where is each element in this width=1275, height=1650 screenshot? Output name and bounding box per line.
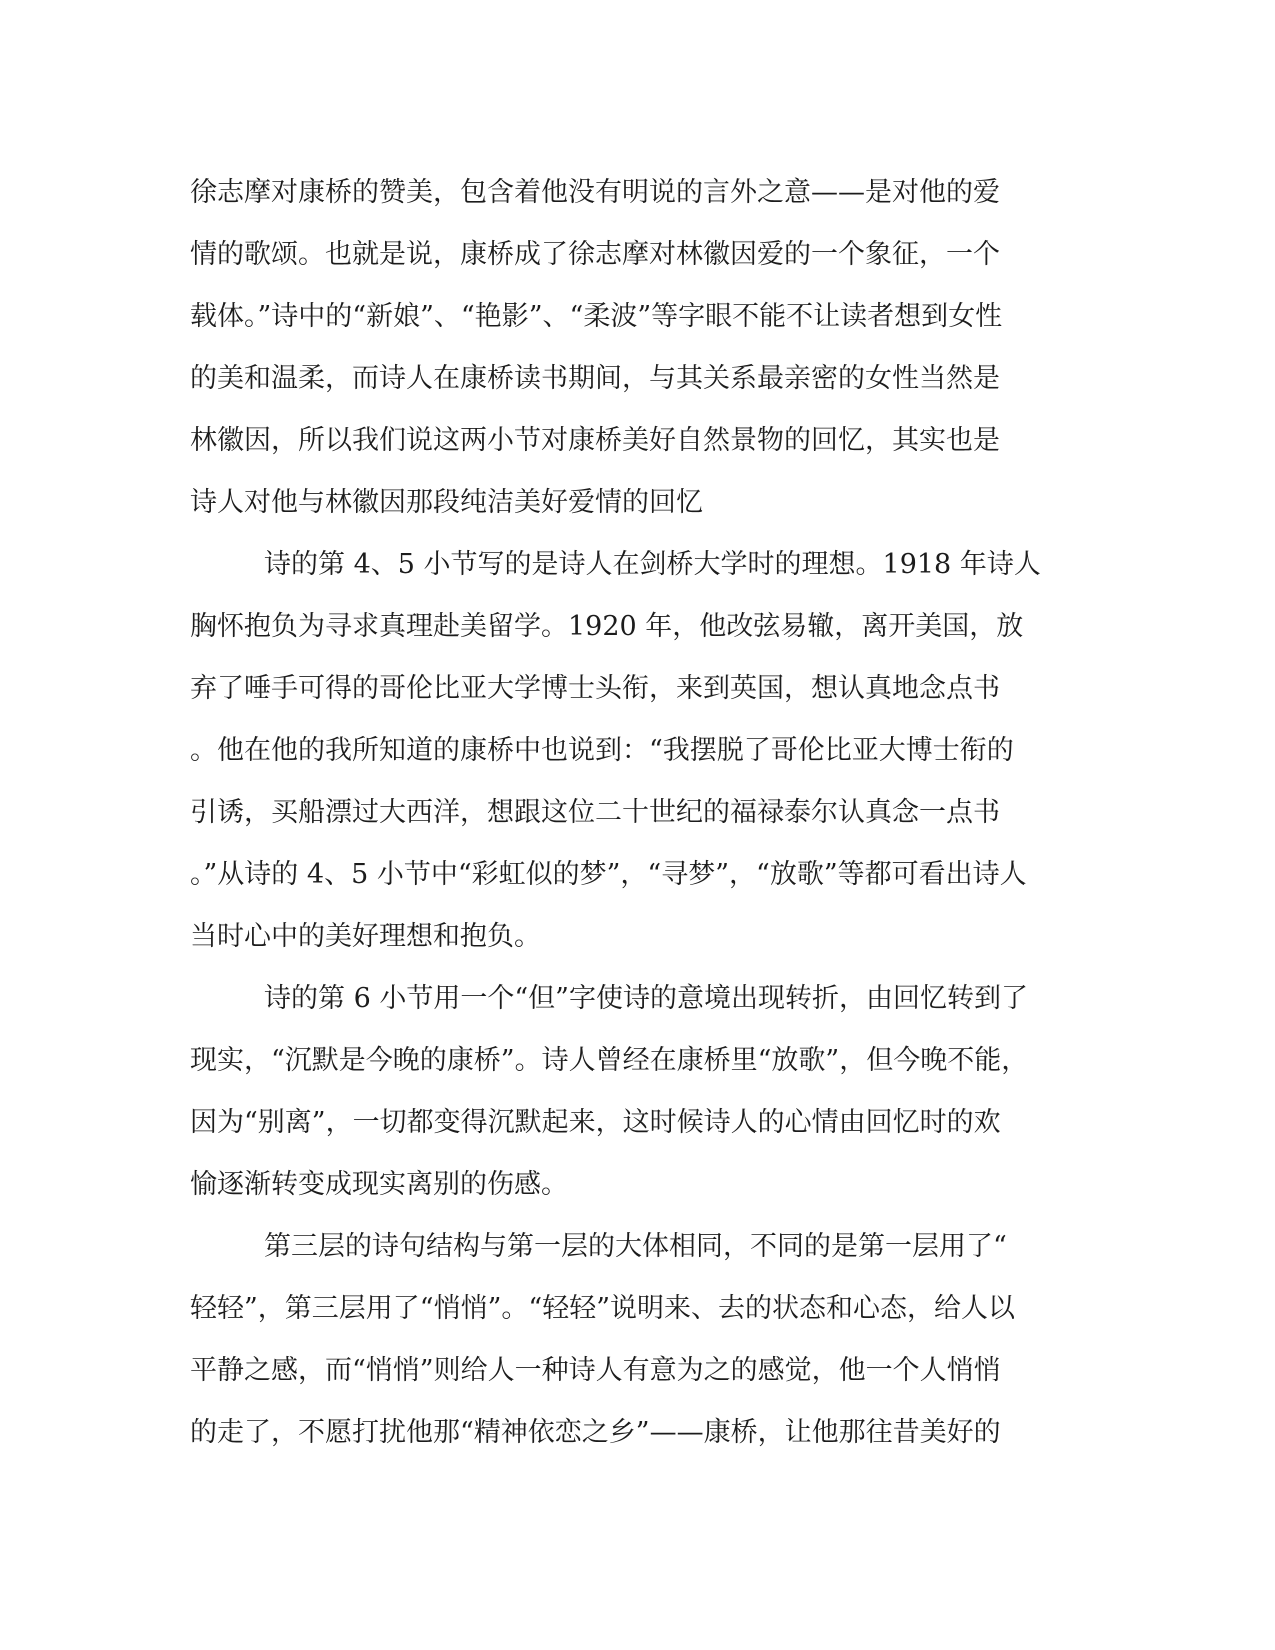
- text-line: 的美和温柔，而诗人在康桥读书期间，与其关系最亲密的女性当然是: [190, 363, 1000, 394]
- text-line: 愉逐渐转变成现实离别的伤感。: [190, 1169, 568, 1200]
- document-body: [190, 162, 1080, 1464]
- text-line: 胸怀抱负为寻求真理赴美留学。1920 年，他改弦易辙，离开美国，放: [190, 611, 1024, 642]
- text-line: 诗的第 6 小节用一个“但”字使诗的意境出现转折，由回忆转到了: [264, 983, 1028, 1014]
- text-line: 弃了唾手可得的哥伦比亚大学博士头衔，来到英国，想认真地念点书: [190, 673, 1000, 704]
- text-line: 。”从诗的 4、5 小节中“彩虹似的梦”，“寻梦”，“放歌”等都可看出诗人: [190, 859, 1027, 890]
- text-line: 林徽因，所以我们说这两小节对康桥美好自然景物的回忆，其实也是: [190, 425, 1000, 456]
- text-line: 第三层的诗句结构与第一层的大体相同，不同的是第一层用了“: [264, 1231, 1007, 1262]
- text-line: 当时心中的美好理想和抱负。: [190, 921, 541, 952]
- text-line: 因为“别离”，一切都变得沉默起来，这时候诗人的心情由回忆时的欢: [190, 1107, 1001, 1138]
- text-line: 轻轻”，第三层用了“悄悄”。“轻轻”说明来、去的状态和心态，给人以: [190, 1293, 1016, 1324]
- text-line: 徐志摩对康桥的赞美，包含着他没有明说的言外之意——是对他的爱: [190, 177, 1000, 208]
- text-line: 诗人对他与林徽因那段纯洁美好爱情的回忆: [190, 487, 703, 518]
- text-line: 引诱，买船漂过大西洋，想跟这位二十世纪的福禄泰尔认真念一点书: [190, 797, 1000, 828]
- text-line: 。他在他的我所知道的康桥中也说到：“我摆脱了哥伦比亚大博士衔的: [190, 735, 1014, 766]
- text-line: 现实，“沉默是今晚的康桥”。诗人曾经在康桥里“放歌”，但今晚不能，: [190, 1045, 1029, 1076]
- text-line: 载体。”诗中的“新娘”、“艳影”、“柔波”等字眼不能不让读者想到女性: [190, 301, 1003, 332]
- text-line: 的走了，不愿打扰他那“精神依恋之乡”——康桥，让他那往昔美好的: [190, 1417, 1001, 1448]
- text-line: 诗的第 4、5 小节写的是诗人在剑桥大学时的理想。1918 年诗人: [264, 549, 1041, 580]
- text-line: 平静之感，而“悄悄”则给人一种诗人有意为之的感觉，他一个人悄悄: [190, 1355, 1001, 1386]
- text-line: 情的歌颂。也就是说，康桥成了徐志摩对林徽因爱的一个象征，一个: [190, 239, 1000, 270]
